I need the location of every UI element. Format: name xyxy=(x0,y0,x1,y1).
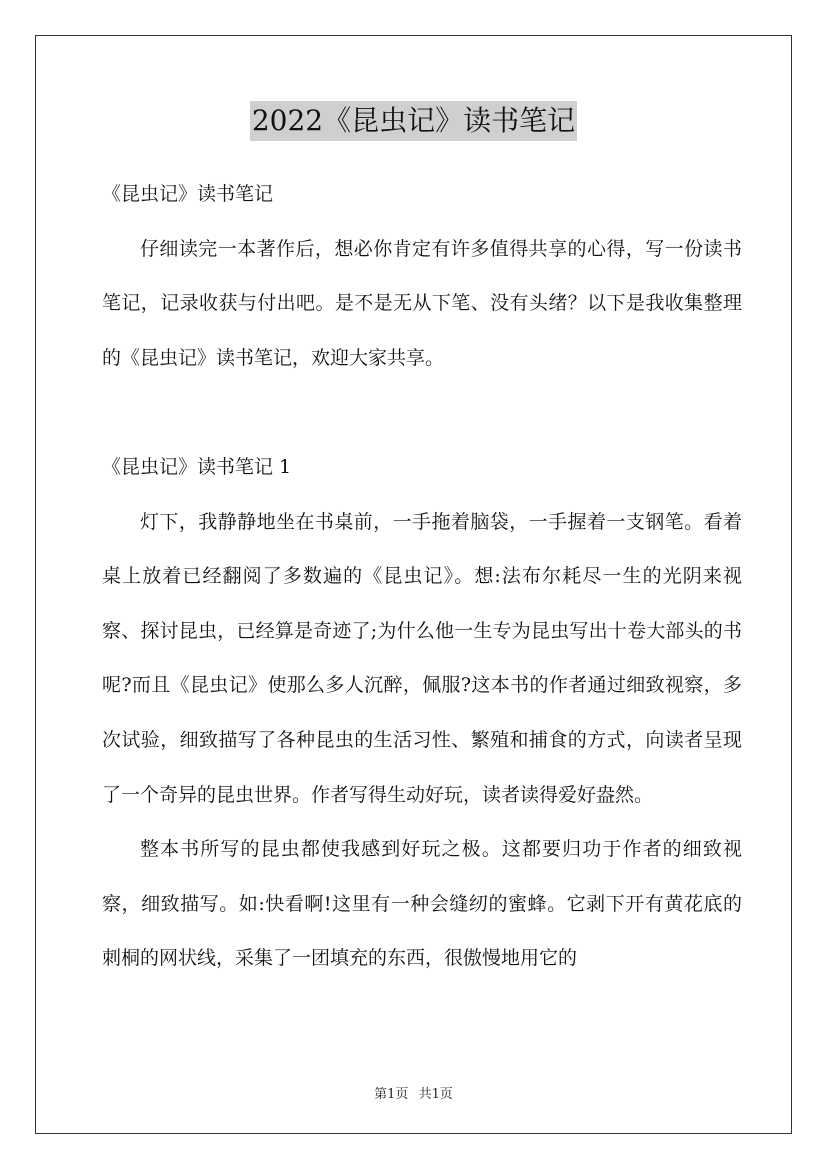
title-container xyxy=(0,101,827,141)
body-paragraph-1: 灯下，我静静地坐在书桌前，一手拖着脑袋，一手握着一支钢笔。看着桌上放着已经翻阅了多数遍的《昆虫记》。想:法布尔耗尽一生的光阴来视察、探讨昆虫，已经算是奇迹了;为什么他一生专为昆虫写出十卷大部头的书呢?而且《昆虫记》使那么多人沉醉，佩服?这本书的作者通过细致视察，多次试验，细致描写了各种昆虫的生活习性、繁殖和捕食的方式，向读者呈现了一个奇异的昆虫世界。作者写得生动好玩，读者读得爱好盎然。 xyxy=(102,510,742,806)
page-number: 第1页 xyxy=(374,1087,409,1102)
intro-paragraph: 仔细读完一本著作后，想必你肯定有许多值得共享的心得，写一份读书笔记，记录收获与付出吧。是不是无从下笔、没有头绪？以下是我收集整理的《昆虫记》读书笔记，欢迎大家共享。 xyxy=(102,237,742,369)
paragraph-gap xyxy=(102,385,742,440)
page-footer xyxy=(0,1083,827,1102)
document-title: 2022《昆虫记》读书笔记 xyxy=(250,101,577,141)
document-subtitle: 《昆虫记》读书笔记 xyxy=(102,183,274,205)
body-paragraph-2: 整本书所写的昆虫都使我感到好玩之极。这都要归功于作者的细致视察，细致描写。如:快看啊!这里有一种会缝纫的蜜蜂。它剥下开有黄花底的刺桐的网状线，采集了一团填充的东西，很傲慢地用它的 xyxy=(102,838,742,970)
document-body xyxy=(102,167,742,986)
section-heading: 《昆虫记》读书笔记 1 xyxy=(102,455,292,478)
page-total: 共1页 xyxy=(418,1087,453,1102)
